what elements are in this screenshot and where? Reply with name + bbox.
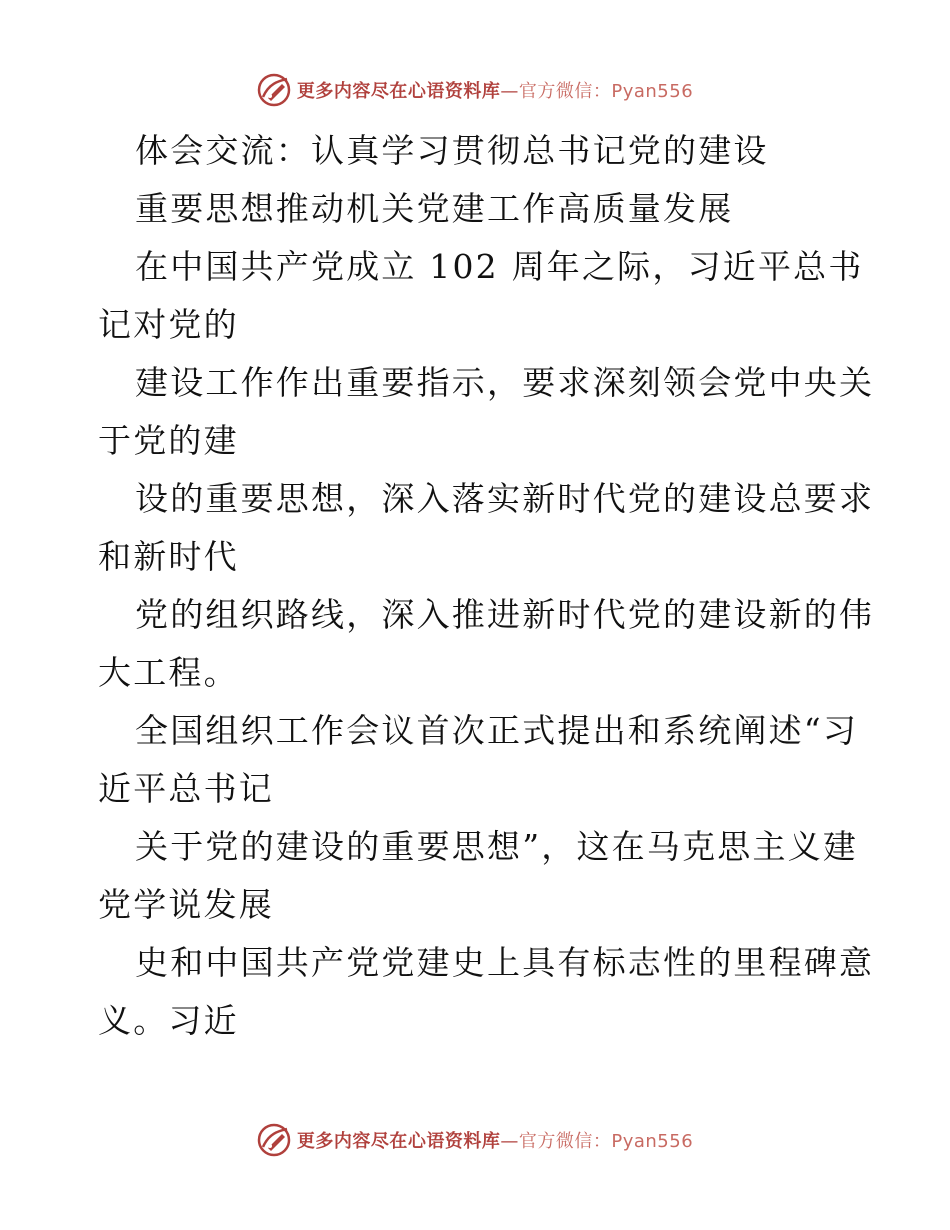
paragraph-line: 党的组织路线，深入推进新时代党的建设新的伟 [135,595,875,634]
paragraph-line: 建设工作作出重要指示，要求深刻领会党中央关 [135,363,875,402]
paragraph-line: 全国组织工作会议首次正式提出和系统阐述“习 [135,711,859,750]
wechat-label: 官方微信： [518,81,612,102]
doc-title-line-2: 重要思想推动机关党建工作高质量发展 [135,189,734,228]
banner-separator: — [500,81,519,102]
paragraph-line: 和新时代 [98,537,239,576]
banner-slogan: 更多内容尽在心语资料库 [296,81,501,102]
paragraph-line: 党学说发展 [98,885,274,924]
paragraph-line: 记对党的 [98,305,239,344]
wechat-label: 官方微信： [518,1131,612,1152]
paragraph-line: 史和中国共产党党建史上具有标志性的里程碑意 [135,943,875,982]
paragraph-line: 在中国共产党成立 102 周年之际，习近平总书 [135,247,864,286]
banner-text [297,77,693,103]
banner-slogan: 更多内容尽在心语资料库 [296,1131,501,1152]
pen-logo-icon [257,1123,291,1157]
paragraph-line: 关于党的建设的重要思想”，这在马克思主义建 [135,827,859,866]
paragraph-line: 近平总书记 [98,769,274,808]
document-body [98,122,875,1050]
paragraph-line: 于党的建 [98,421,239,460]
wechat-id: Pyan556 [611,81,694,102]
paragraph-line: 义。习近 [98,1001,239,1040]
paragraph-line: 大工程。 [98,653,239,692]
banner-text [297,1127,693,1153]
paragraph-line: 设的重要思想，深入落实新时代党的建设总要求 [135,479,875,518]
footer-watermark-banner [0,1120,950,1160]
banner-separator: — [500,1131,519,1152]
header-watermark-banner [0,70,950,110]
pen-logo-icon [257,73,291,107]
wechat-id: Pyan556 [611,1131,694,1152]
doc-title-line-1: 体会交流：认真学习贯彻总书记党的建设 [135,131,769,170]
